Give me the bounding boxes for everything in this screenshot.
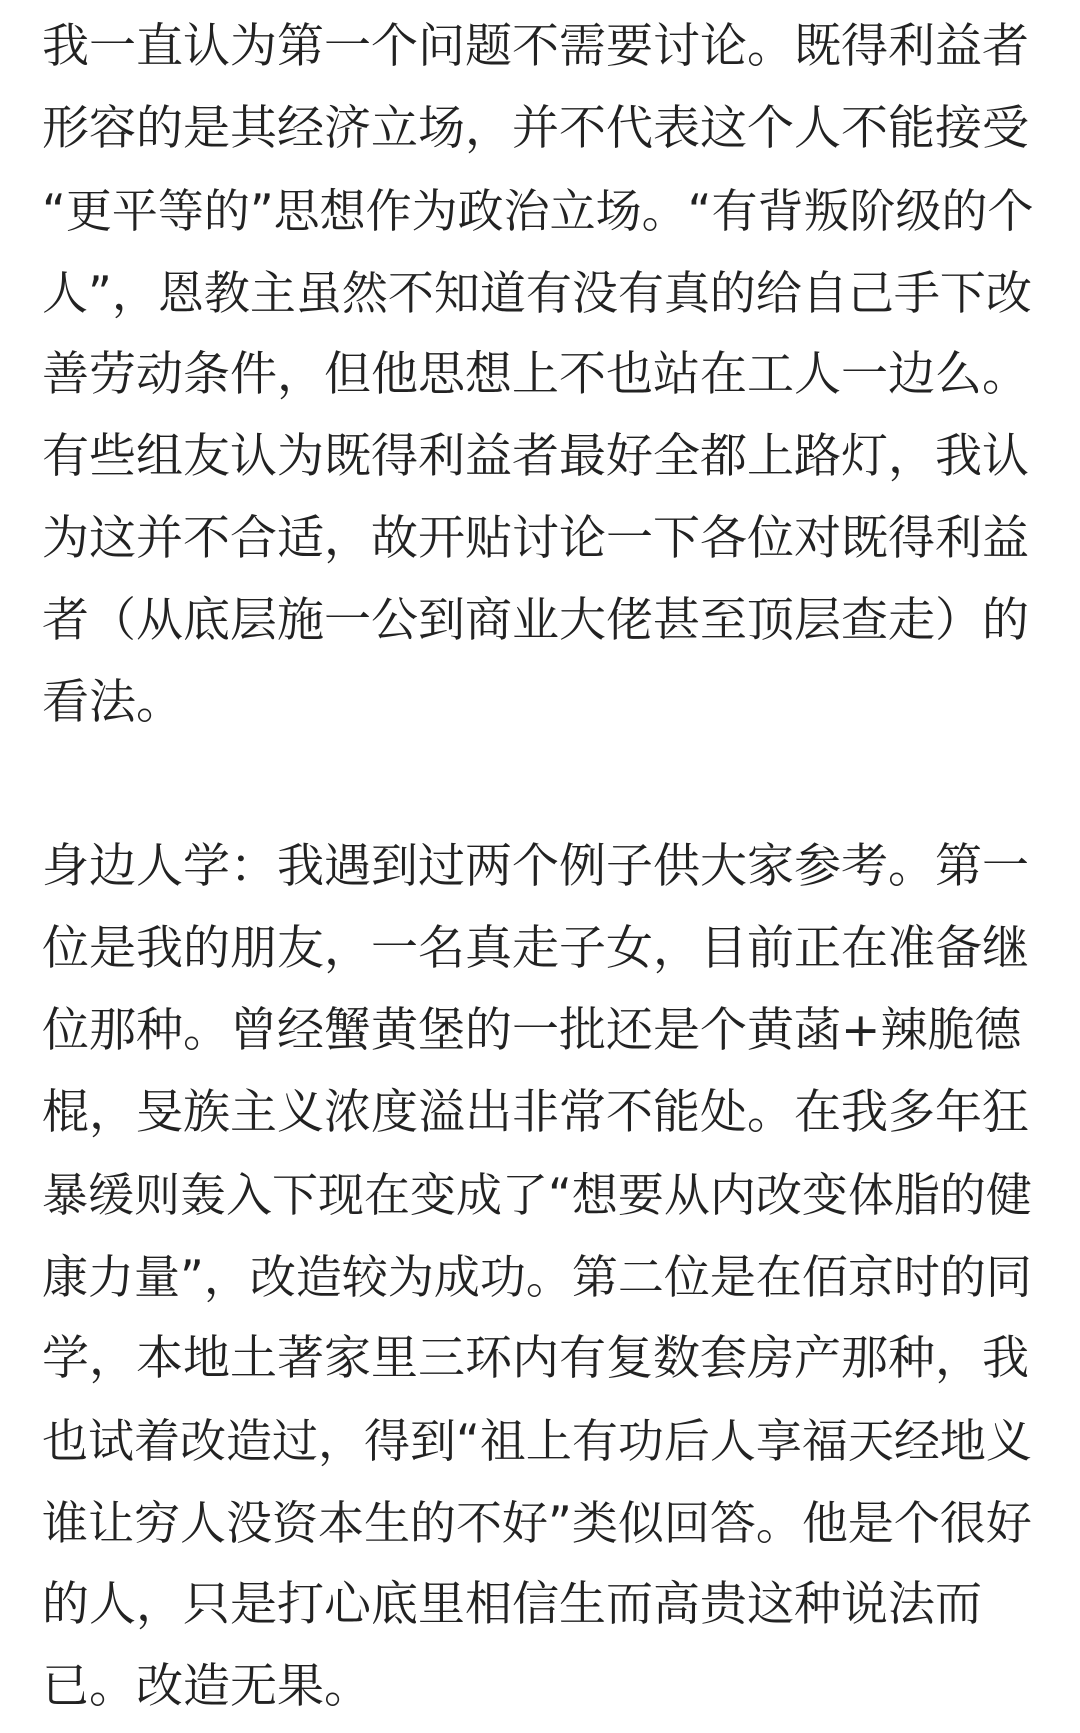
paragraph-gap [42, 744, 1042, 826]
text-line: 棍，旻族主义浓度溢出非常不能处。在我多年狂 [42, 1085, 1029, 1140]
text-line: 暴缓则轰入下现在变成了“想要从内改变体脂的健 [42, 1168, 1032, 1222]
text-line: 看法。 [42, 675, 183, 730]
text-line: 康力量”，改造较为成功。第二位是在佰京时的同 [42, 1250, 1032, 1304]
text-line: 有些组友认为既得利益者最好全都上路灯，我认 [42, 429, 1029, 484]
text-line: 善劳动条件，但他思想上不也站在工人一边么。 [42, 347, 1029, 402]
article-body [42, 6, 1042, 1728]
paragraph-1 [42, 6, 1042, 744]
text-line: 我一直认为第一个问题不需要讨论。既得利益者 [42, 19, 1029, 74]
paragraph-2 [42, 826, 1042, 1728]
text-line: 身边人学：我遇到过两个例子供大家参考。第一 [42, 839, 1029, 894]
text-line: 谁让穷人没资本生的不好”类似回答。他是个很好 [42, 1496, 1032, 1550]
text-line: 的人，只是打心底里相信生而高贵这种说法而 [42, 1577, 982, 1632]
text-line: 也试着改造过，得到“祖上有功后人享福天经地义 [42, 1414, 1032, 1468]
text-line: 者（从底层施一公到商业大佬甚至顶层查走）的 [42, 593, 1029, 648]
text-line: 为这并不合适，故开贴讨论一下各位对既得利益 [42, 511, 1029, 566]
text-line: 学，本地土著家里三环内有复数套房产那种，我 [42, 1331, 1029, 1386]
text-line: 已。改造无果。 [42, 1659, 371, 1714]
text-line: 人”，恩教主虽然不知道有没有真的给自己手下改 [42, 266, 1032, 320]
text-line: 位是我的朋友，一名真走子女，目前正在准备继 [42, 921, 1029, 976]
text-line: 位那种。曾经蟹黄堡的一批还是个黄菡+辣脆德 [42, 1003, 1022, 1058]
text-line: 形容的是其经济立场，并不代表这个人不能接受 [42, 101, 1029, 156]
text-line: “更平等的”思想作为政治立场。“有背叛阶级的个 [42, 184, 1034, 238]
